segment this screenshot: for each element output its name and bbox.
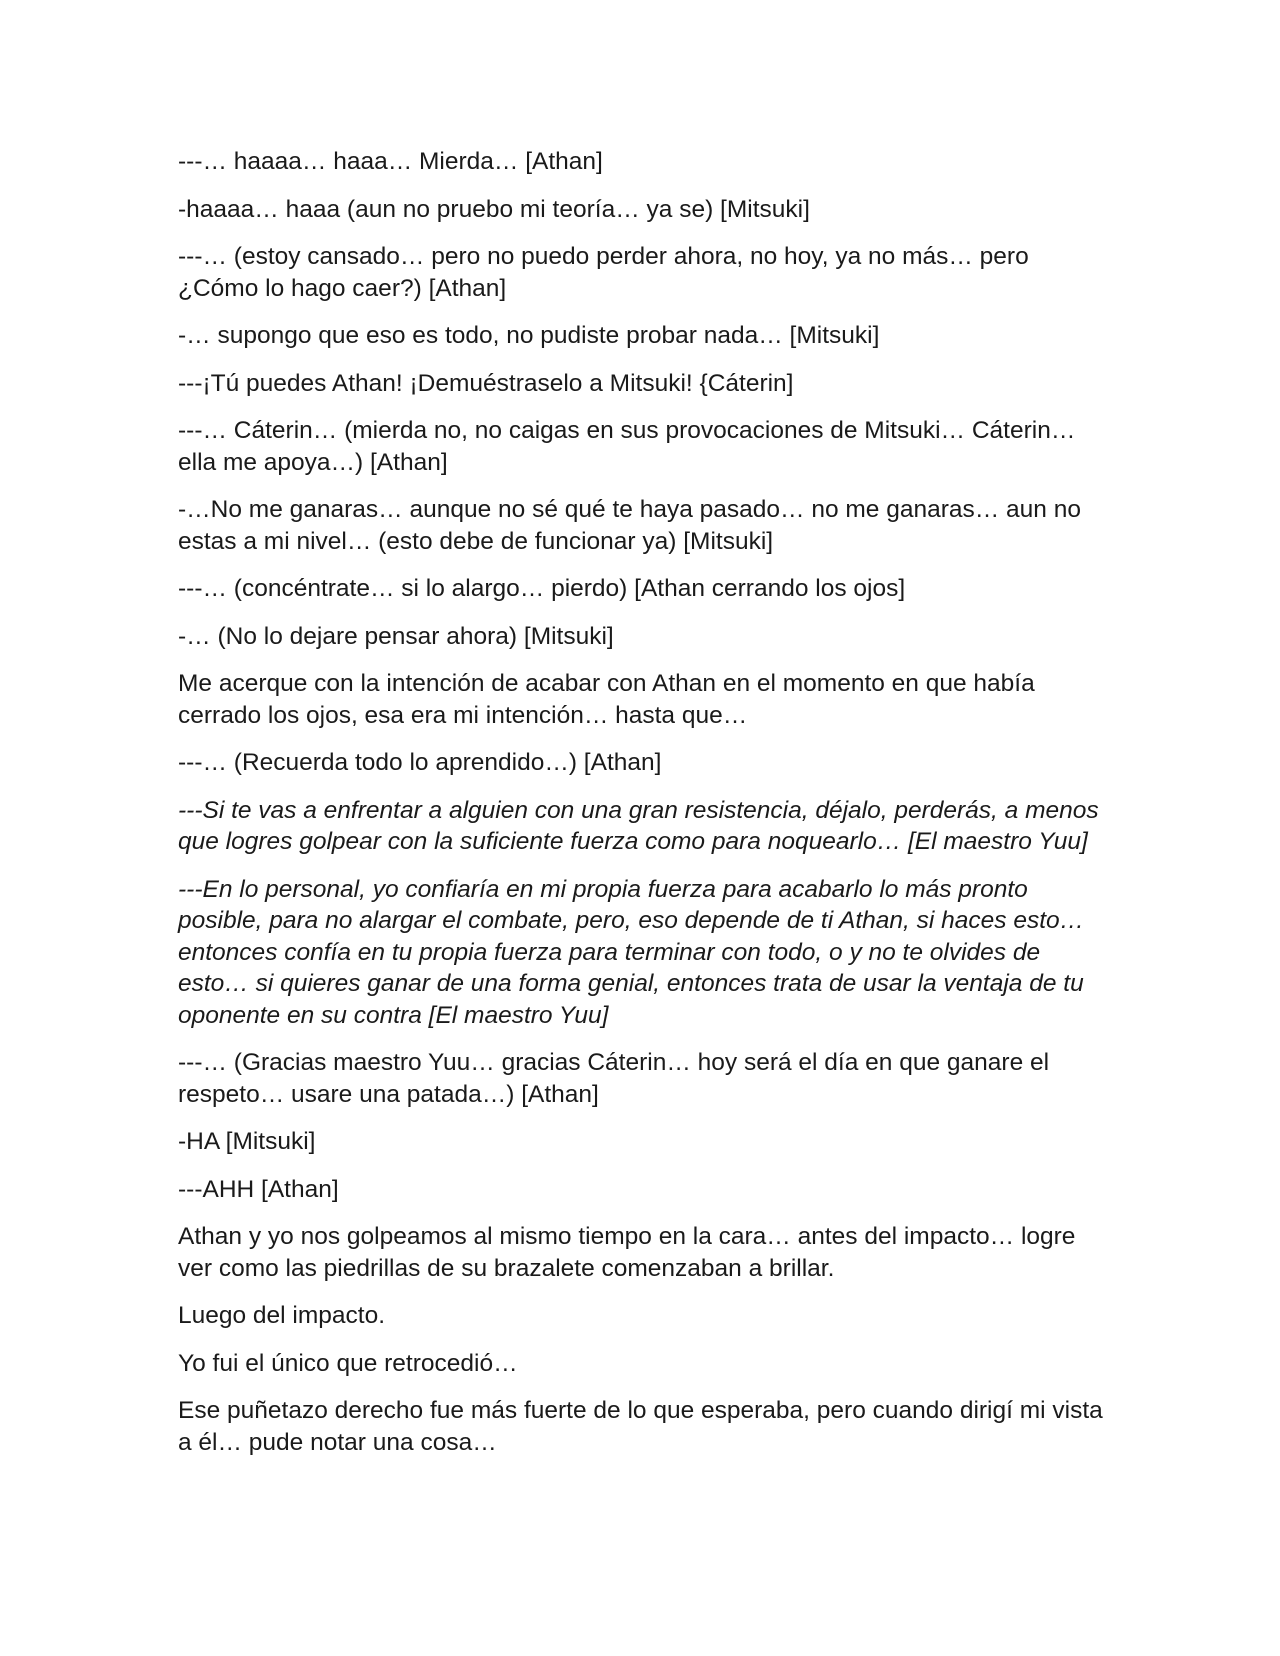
document-body — [178, 146, 1108, 1474]
paragraph: ---¡Tú puedes Athan! ¡Demuéstraselo a Mitsuki! {Cáterin] — [178, 369, 794, 397]
paragraph: Yo fui el único que retrocedió… — [178, 1349, 518, 1377]
paragraph: ---… (Gracias maestro Yuu… gracias Cáterin… hoy será el día en que ganare el respeto… usare una patada…) [Athan] — [178, 1049, 1050, 1108]
paragraph: -… supongo que eso es todo, no pudiste probar nada… [Mitsuki] — [178, 322, 880, 349]
paragraph: Athan y yo nos golpeamos al mismo tiempo en la cara… antes del impacto… logre ver como las piedrillas de su brazalete comenzaban a brillar. — [178, 1223, 1076, 1282]
paragraph: ---… (Recuerda todo lo aprendido…) [Athan] — [178, 749, 662, 776]
paragraph: -HA [Mitsuki] — [178, 1128, 316, 1155]
quote-paragraph: ---Si te vas a enfrentar a alguien con una gran resistencia, déjalo, perderás, a menos que logres golpear con la suficiente fuerza como para noquearlo… [El maestro Yuu] — [178, 796, 1099, 855]
paragraph: -haaaa… haaa (aun no pruebo mi teoría… ya se) [Mitsuki] — [178, 195, 810, 223]
quote-paragraph: ---En lo personal, yo confiaría en mi propia fuerza para acabarlo lo más pronto posible, para no alargar el combate, pero, eso depende de ti Athan, si haces esto… entonces confía en tu propia fuerza para terminar con todo, o y no te olvides de esto… si quieres ganar de una forma genial, entonces trata de usar la ventaja de tu oponente en su contra [El maestro Yuu] — [178, 875, 1085, 1029]
paragraph: Me acerque con la intención de acabar con Athan en el momento en que había cerrado los ojos, esa era mi intención… hasta que… — [178, 670, 1035, 729]
paragraph: ---AHH [Athan] — [178, 1175, 339, 1203]
paragraph: -…No me ganaras… aunque no sé qué te haya pasado… no me ganaras… aun no estas a mi nivel… (esto debe de funcionar ya) [Mitsuki] — [178, 496, 1081, 555]
paragraph: ---… haaaa… haaa… Mierda… [Athan] — [178, 148, 603, 175]
paragraph: Luego del impacto. — [178, 1302, 386, 1329]
paragraph: Ese puñetazo derecho fue más fuerte de lo que esperaba, pero cuando dirigí mi vista a él… pude notar una cosa… — [178, 1397, 1103, 1456]
paragraph: ---… Cáterin… (mierda no, no caigas en sus provocaciones de Mitsuki… Cáterin… ella me apoya…) [Athan] — [178, 417, 1076, 476]
paragraph: -… (No lo dejare pensar ahora) [Mitsuki] — [178, 622, 614, 650]
paragraph: ---… (estoy cansado… pero no puedo perder ahora, no hoy, ya no más… pero ¿Cómo lo hago caer?) [Athan] — [178, 243, 1029, 302]
paragraph: ---… (concéntrate… si lo alargo… pierdo) [Athan cerrando los ojos] — [178, 575, 906, 602]
